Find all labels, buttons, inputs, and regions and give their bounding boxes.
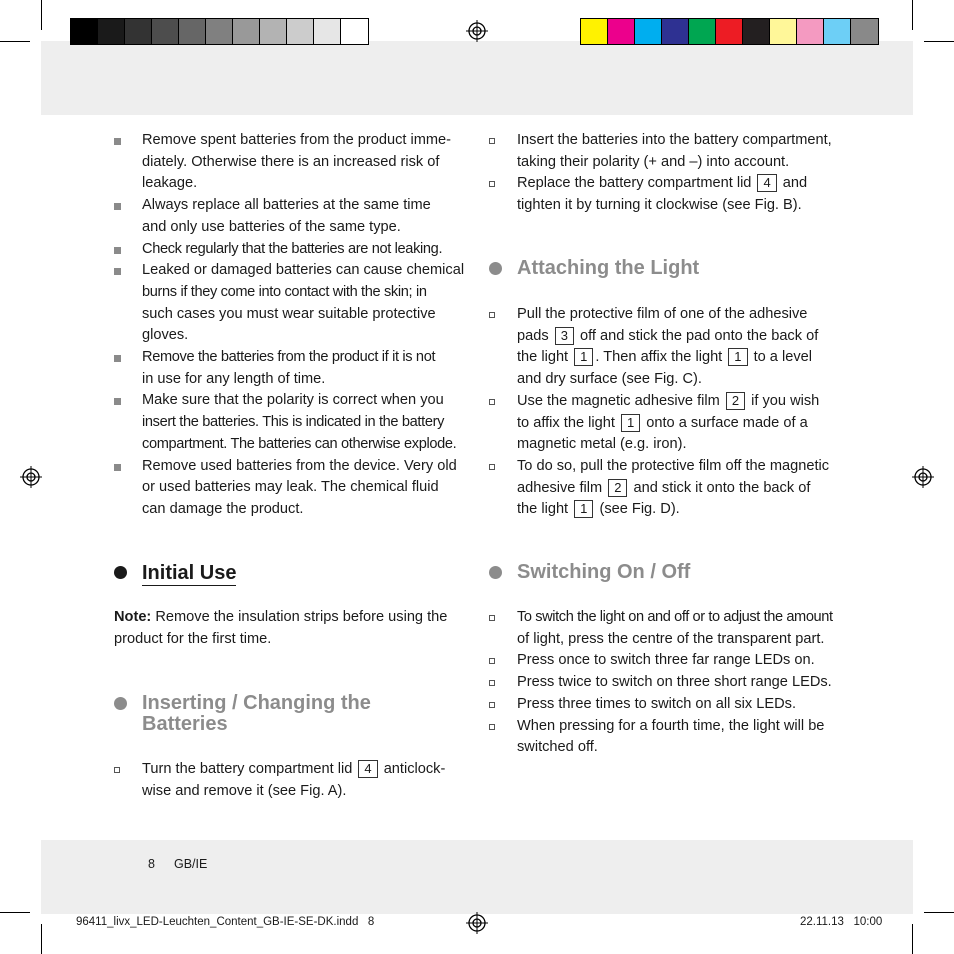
color-swatch [851, 19, 878, 44]
part-number-box: 4 [757, 174, 776, 192]
list-item: To do so, pull the protective film off the magnetic adhesive film 2 and stick it onto the back of the light 1 (see Fig. D). [489, 456, 849, 521]
color-swatch [797, 19, 824, 44]
note-label: Note: [114, 609, 152, 625]
list-item: Press twice to switch on three short range LEDs. [489, 672, 849, 694]
color-swatch [743, 19, 770, 44]
checkbox-square-icon [489, 702, 495, 708]
part-number-box: 2 [608, 479, 627, 497]
insert-steps-list [489, 130, 849, 217]
color-swatch [125, 19, 152, 44]
checkbox-square-icon [489, 312, 495, 318]
registration-mark-icon [20, 466, 42, 488]
color-swatch [716, 19, 743, 44]
slug-filename: 96411_livx_LED-Leuchten_Content_GB-IE-SE-DK.indd 8 [76, 916, 375, 928]
checkbox-square-icon [489, 464, 495, 470]
square-bullet-icon [114, 355, 121, 362]
list-item: Check regularly that the batteries are not leaking. [114, 239, 474, 261]
list-item: Remove spent batteries from the product imme- diately. Otherwise there is an increased risk of leakage. [114, 130, 474, 195]
locale-label: GB/IE [174, 857, 208, 871]
color-swatch [662, 19, 689, 44]
switching-heading: Switching On / Off [489, 562, 690, 583]
list-item: Replace the battery compartment lid 4 and tighten it by turning it clockwise (see Fig. B). [489, 173, 849, 216]
switching-steps-list [489, 607, 849, 759]
part-number-box: 1 [728, 348, 747, 366]
footer-band [41, 840, 913, 914]
list-item: Insert the batteries into the battery compartment, taking their polarity (+ and –) into account. [489, 130, 849, 173]
list-item: Remove used batteries from the device. Very old or used batteries may leak. The chemical fluid can damage the product. [114, 456, 474, 521]
list-item: When pressing for a fourth time, the light will be switched off. [489, 716, 849, 759]
list-item: Remove the batteries from the product if it is not in use for any length of time. [114, 347, 474, 390]
color-swatch [287, 19, 314, 44]
color-swatch [71, 19, 98, 44]
process-color-bar [580, 18, 879, 45]
color-swatch [179, 19, 206, 44]
inserting-step-list [114, 759, 474, 802]
list-item: Always replace all batteries at the same time and only use batteries of the same type. [114, 195, 474, 238]
color-swatch [152, 19, 179, 44]
grayscale-color-bar [70, 18, 369, 45]
slug-date: 22.11.13 10:00 [800, 916, 883, 928]
checkbox-square-icon [489, 658, 495, 664]
list-item: Make sure that the polarity is correct when you insert the batteries. This is indicated in the battery compartment. The batteries can otherwise explode. [114, 390, 474, 455]
checkbox-square-icon [489, 680, 495, 686]
color-swatch [341, 19, 368, 44]
list-item: Pull the protective film of one of the adhesive pads 3 off and stick the pad onto the back of the light 1 . Then affix the light 1 to a level and dry surface (see Fig. C). [489, 304, 849, 391]
checkbox-square-icon [489, 399, 495, 405]
list-item: Leaked or damaged batteries can cause chemical burns if they come into contact with the skin; in such cases you must wear suitable protective gloves. [114, 260, 474, 347]
square-bullet-icon [114, 138, 121, 145]
color-swatch [635, 19, 662, 44]
color-swatch [608, 19, 635, 44]
color-swatch [689, 19, 716, 44]
list-item: Turn the battery compartment lid 4 anticlock- wise and remove it (see Fig. A). [114, 759, 474, 802]
note-paragraph: Note: Remove the insulation strips before using the product for the first time. [114, 609, 448, 647]
checkbox-square-icon [489, 138, 495, 144]
part-number-box: 1 [574, 348, 593, 366]
battery-safety-list [114, 130, 474, 521]
page-number: 8 [148, 857, 155, 871]
heading-bullet-icon [114, 566, 127, 579]
checkbox-square-icon [114, 767, 120, 773]
square-bullet-icon [114, 398, 121, 405]
list-item: Use the magnetic adhesive film 2 if you wish to affix the light 1 onto a surface made of a magnetic metal (e.g. iron). [489, 391, 849, 456]
square-bullet-icon [114, 268, 121, 275]
heading-bullet-icon [489, 262, 502, 275]
color-swatch [98, 19, 125, 44]
checkbox-square-icon [489, 615, 495, 621]
list-item: Press once to switch three far range LEDs on. [489, 650, 849, 672]
registration-mark-icon [466, 912, 488, 934]
registration-mark-icon [466, 20, 488, 42]
part-number-box: 2 [726, 392, 745, 410]
color-swatch [233, 19, 260, 44]
color-swatch [314, 19, 341, 44]
color-swatch [206, 19, 233, 44]
list-item: To switch the light on and off or to adjust the amount of light, press the centre of the transparent part. [489, 607, 849, 650]
list-item: Press three times to switch on all six LEDs. [489, 694, 849, 716]
checkbox-square-icon [489, 181, 495, 187]
attaching-light-heading: Attaching the Light [489, 258, 699, 279]
color-swatch [260, 19, 287, 44]
header-band [41, 41, 913, 115]
initial-use-heading: Initial Use [114, 562, 236, 585]
heading-bullet-icon [489, 566, 502, 579]
square-bullet-icon [114, 247, 121, 254]
heading-bullet-icon [114, 697, 127, 710]
square-bullet-icon [114, 203, 121, 210]
color-swatch [770, 19, 797, 44]
part-number-box: 1 [574, 500, 593, 518]
checkbox-square-icon [489, 724, 495, 730]
square-bullet-icon [114, 464, 121, 471]
inserting-batteries-heading: Inserting / Changing the Batteries [114, 693, 371, 735]
part-number-box: 1 [621, 414, 640, 432]
color-swatch [824, 19, 851, 44]
part-number-box: 3 [555, 327, 574, 345]
attaching-steps-list [489, 304, 849, 521]
part-number-box: 4 [358, 760, 377, 778]
registration-mark-icon [912, 466, 934, 488]
color-swatch [581, 19, 608, 44]
